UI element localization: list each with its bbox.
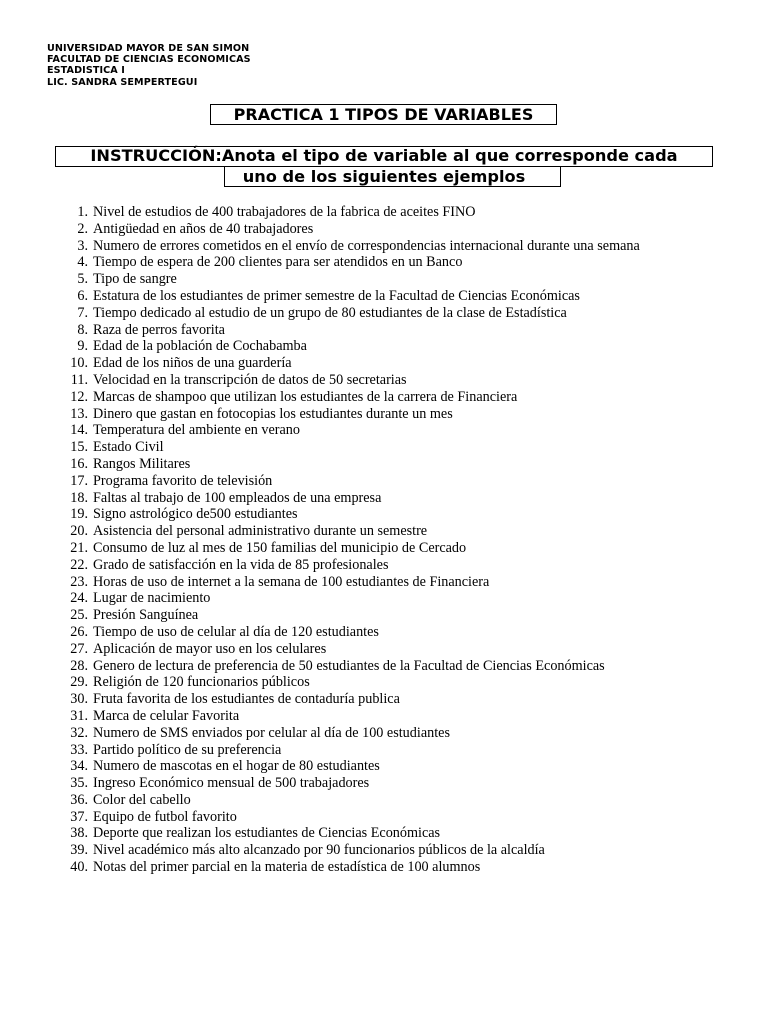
- item-text: Raza de perros favorita: [93, 321, 225, 338]
- list-item: [60, 859, 640, 876]
- item-number: 32.: [70, 724, 88, 741]
- list-item: [60, 523, 640, 540]
- list-item: [60, 338, 640, 355]
- list-item: [60, 691, 640, 708]
- item-number: 7.: [77, 304, 88, 321]
- item-number: 31.: [70, 707, 88, 724]
- list-item: [60, 792, 640, 809]
- item-number: 3.: [77, 237, 88, 254]
- item-number: 12.: [70, 388, 88, 405]
- header-instructor: LIC. SANDRA SEMPERTEGUI: [47, 76, 198, 88]
- item-text: Nivel académico más alto alcanzado por 90 funcionarios públicos de la alcaldía: [93, 842, 545, 859]
- item-text: Tiempo de espera de 200 clientes para ser atendidos en un Banco: [93, 254, 463, 271]
- list-item: [60, 322, 640, 339]
- item-text: Tiempo dedicado al estudio de un grupo de 80 estudiantes de la clase de Estadística: [93, 304, 567, 321]
- item-number: 5.: [77, 271, 88, 288]
- item-text: Genero de lectura de preferencia de 50 estudiantes de la Facultad de Ciencias Económicas: [93, 657, 605, 674]
- list-item: [60, 490, 640, 507]
- item-text: Aplicación de mayor uso en los celulares: [93, 640, 327, 657]
- item-number: 23.: [70, 573, 88, 590]
- list-item: [60, 389, 640, 406]
- item-text: Numero de SMS enviados por celular al día de 100 estudiantes: [93, 724, 450, 741]
- item-number: 21.: [70, 539, 88, 556]
- item-text: Dinero que gastan en fotocopias los estudiantes durante un mes: [93, 405, 453, 422]
- item-number: 20.: [70, 523, 88, 540]
- item-text: Asistencia del personal administrativo durante un semestre: [93, 523, 428, 540]
- item-text: Velocidad en la transcripción de datos de 50 secretarias: [93, 371, 407, 388]
- list-item: [60, 809, 640, 826]
- item-text: Consumo de luz al mes de 150 familias del municipio de Cercado: [93, 539, 467, 556]
- item-number: 39.: [70, 842, 88, 859]
- item-number: 15.: [70, 439, 88, 456]
- list-item: [60, 624, 640, 641]
- list-item: [60, 658, 640, 675]
- list-item: [60, 540, 640, 557]
- item-text: Horas de uso de internet a la semana de 100 estudiantes de Financiera: [93, 573, 490, 590]
- list-item: [60, 742, 640, 759]
- item-number: 37.: [70, 808, 88, 825]
- item-text: Estado Civil: [93, 439, 164, 456]
- item-number: 36.: [70, 791, 88, 808]
- instruction: [55, 146, 713, 187]
- item-number: 26.: [70, 623, 88, 640]
- item-number: 14.: [70, 422, 88, 439]
- item-number: 24.: [70, 590, 88, 607]
- header-course: ESTADISTICA I: [47, 65, 125, 77]
- item-text: Partido político de su preferencia: [93, 741, 282, 758]
- item-text: Numero de errores cometidos en el envío de correspondencias internacional durante una semana: [93, 237, 640, 254]
- item-text: Signo astrológico de500 estudiantes: [93, 506, 298, 523]
- list-item: [60, 422, 640, 439]
- item-text: Programa favorito de televisión: [93, 472, 273, 489]
- item-text: Tiempo de uso de celular al día de 120 estudiantes: [93, 623, 379, 640]
- item-number: 18.: [70, 489, 88, 506]
- item-text: Tipo de sangre: [93, 271, 177, 288]
- item-text: Rangos Militares: [93, 455, 191, 472]
- item-text: Presión Sanguínea: [93, 607, 199, 624]
- list-item: [60, 574, 640, 591]
- item-number: 6.: [77, 287, 88, 304]
- item-number: 35.: [70, 775, 88, 792]
- item-number: 25.: [70, 607, 88, 624]
- item-text: Marcas de shampoo que utilizan los estudiantes de la carrera de Financiera: [93, 388, 518, 405]
- item-number: 4.: [77, 254, 88, 271]
- item-number: 19.: [70, 506, 88, 523]
- list-item: [60, 842, 640, 859]
- list-item: [60, 674, 640, 691]
- list-item: [60, 641, 640, 658]
- practice-title: PRACTICA 1 TIPOS DE VARIABLES: [210, 104, 557, 125]
- instruction-line-1: INSTRUCCIÓN:Anota el tipo de variable al que corresponde cada: [90, 146, 678, 165]
- list-item: [60, 758, 640, 775]
- list-item: [60, 456, 640, 473]
- exercise-list: [60, 204, 640, 876]
- item-number: 38.: [70, 825, 88, 842]
- item-number: 1.: [77, 204, 88, 220]
- list-item: [60, 288, 640, 305]
- instruction-line-2: uno de los siguientes ejemplos: [242, 166, 526, 186]
- list-item: [60, 305, 640, 322]
- header-faculty: FACULTAD DE CIENCIAS ECONOMICAS: [47, 54, 251, 66]
- item-number: 29.: [70, 674, 88, 691]
- item-text: Antigüedad en años de 40 trabajadores: [93, 220, 314, 237]
- item-text: Edad de la población de Cochabamba: [93, 338, 307, 355]
- list-item: [60, 372, 640, 389]
- item-number: 9.: [77, 338, 88, 355]
- item-text: Edad de los niños de una guardería: [93, 355, 292, 372]
- list-item: [60, 204, 640, 221]
- item-text: Deporte que realizan los estudiantes de Ciencias Económicas: [93, 825, 441, 842]
- item-text: Marca de celular Favorita: [93, 707, 240, 724]
- item-text: Ingreso Económico mensual de 500 trabajadores: [93, 775, 370, 792]
- header-university: UNIVERSIDAD MAYOR DE SAN SIMON: [47, 43, 250, 54]
- item-text: Notas del primer parcial en la materia de estadística de 100 alumnos: [93, 859, 481, 876]
- list-item: [60, 254, 640, 271]
- list-item: [60, 825, 640, 842]
- item-text: Estatura de los estudiantes de primer semestre de la Facultad de Ciencias Económicas: [93, 287, 580, 304]
- item-text: Faltas al trabajo de 100 empleados de una empresa: [93, 489, 382, 506]
- list-item: [60, 557, 640, 574]
- list-item: [60, 506, 640, 523]
- item-text: Temperatura del ambiente en verano: [93, 422, 300, 439]
- item-text: Lugar de nacimiento: [93, 590, 211, 607]
- item-number: 8.: [77, 321, 88, 338]
- list-item: [60, 590, 640, 607]
- list-item: [60, 473, 640, 490]
- item-number: 17.: [70, 472, 88, 489]
- item-number: 28.: [70, 657, 88, 674]
- item-number: 27.: [70, 640, 88, 657]
- item-number: 40.: [70, 859, 88, 876]
- item-text: Numero de mascotas en el hogar de 80 estudiantes: [93, 758, 380, 775]
- item-number: 22.: [70, 556, 88, 573]
- list-item: [60, 221, 640, 238]
- item-text: Religión de 120 funcionarios públicos: [93, 674, 310, 691]
- list-item: [60, 271, 640, 288]
- institution-header: [47, 43, 251, 88]
- item-text: Nivel de estudios de 400 trabajadores de la fabrica de aceites FINO: [93, 204, 476, 220]
- item-number: 34.: [70, 758, 88, 775]
- item-number: 33.: [70, 741, 88, 758]
- item-number: 11.: [70, 371, 88, 388]
- list-item: [60, 439, 640, 456]
- list-item: [60, 238, 640, 255]
- item-text: Fruta favorita de los estudiantes de contaduría publica: [93, 691, 400, 708]
- item-number: 2.: [77, 220, 88, 237]
- item-text: Grado de satisfacción en la vida de 85 profesionales: [93, 556, 389, 573]
- list-item: [60, 355, 640, 372]
- list-item: [60, 708, 640, 725]
- list-item: [60, 775, 640, 792]
- item-number: 10.: [70, 355, 88, 372]
- list-item: [60, 406, 640, 423]
- item-number: 30.: [70, 691, 88, 708]
- list-item: [60, 725, 640, 742]
- item-number: 13.: [70, 405, 88, 422]
- item-text: Color del cabello: [93, 791, 191, 808]
- list-item: [60, 607, 640, 624]
- item-number: 16.: [70, 455, 88, 472]
- item-text: Equipo de futbol favorito: [93, 808, 237, 825]
